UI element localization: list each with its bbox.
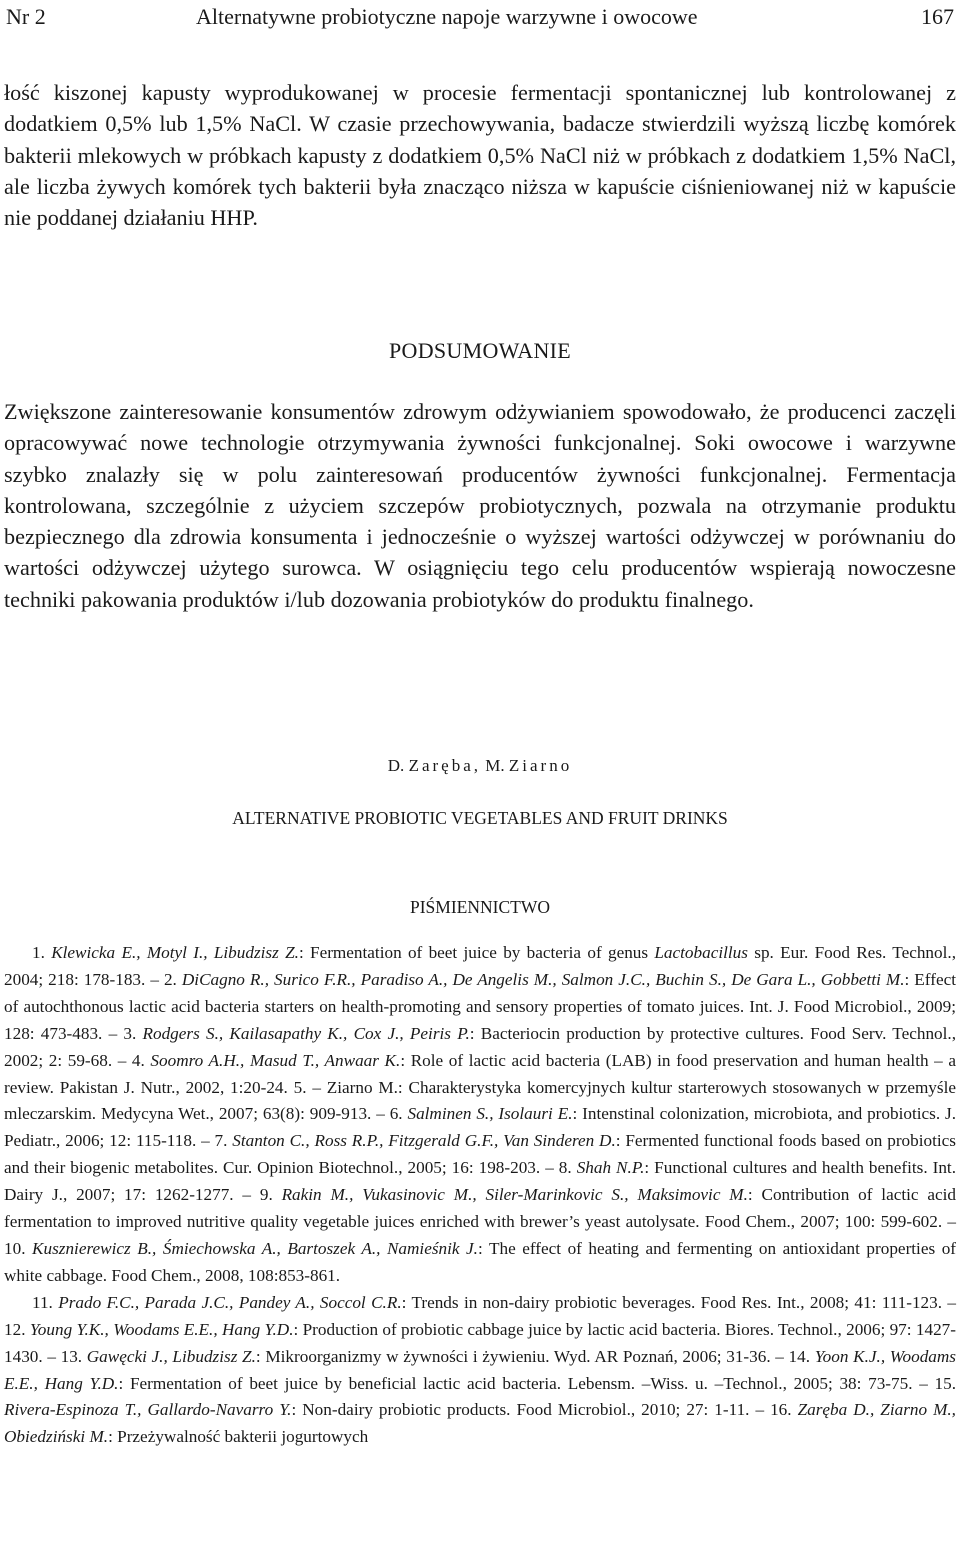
reference-authors: Rakin M., Vukasinovic M., Siler-Marinkovic S., Maksimovic M. xyxy=(281,1185,748,1205)
reference-authors: Kusznierewicz B., Śmiechowska A., Bartoszek A., Namieśnik J. xyxy=(32,1238,478,1258)
reference-paragraph xyxy=(4,1290,956,1451)
reference-authors: DiCagno R., Surico F.R., Paradiso A., De Angelis M., Salmon J.C., Buchin S., De Gara L., Gobbetti M. xyxy=(181,969,905,989)
reference-authors: Rodgers S., Kailasapathy K., Cox J., Peiris P. xyxy=(142,1023,470,1043)
reference-authors: Lactobacillus xyxy=(654,943,748,962)
reference-text: 11. xyxy=(32,1292,59,1312)
reference-authors: Yoon K.J., Woodams E.E., Hang Y.D. xyxy=(4,1346,956,1393)
reference-authors: Stanton C., Ross R.P., Fitzgerald G.F., Van Sinderen D. xyxy=(232,1131,616,1151)
reference-authors: Soomro A.H., Masud T., Anwaar K. xyxy=(150,1050,401,1070)
reference-authors: Klewicka E., Motyl I., Libudzisz Z. xyxy=(51,943,299,962)
author-surname: Zaręba, xyxy=(408,756,481,775)
reference-text: sp. Eur. Food Res. Technol., 2004; 218: 178-183. – 2. xyxy=(4,943,956,989)
reference-authors: Gawęcki J., Libudzisz Z. xyxy=(86,1346,256,1366)
running-header xyxy=(6,2,954,32)
reference-text: : Bacteriocin production by protective cultures. Food Serv. Technol., 2002; 2: 59-68. – 4. xyxy=(4,1023,957,1070)
reference-text: : Fermentation of beet juice by beneficial lactic acid bacteria. Lebensm. –Wiss. u. –Technol., 2005; 38: 73-75. – 15. xyxy=(118,1373,956,1393)
reference-text: 1. xyxy=(32,943,52,962)
running-title: Alternatywne probiotyczne napoje warzywne i owocowe xyxy=(196,4,698,29)
reference-authors: Prado F.C., Parada J.C., Pandey A., Soccol C.R. xyxy=(58,1292,402,1312)
author-surname: Ziarno xyxy=(508,756,573,775)
reference-text: : Mikroorganizmy w żywności i żywieniu. Wyd. AR Poznań, 2006; 31-36. – 14. xyxy=(255,1346,815,1366)
reference-text: : Fermentation of beet juice by bacteria of genus xyxy=(298,943,655,962)
references-heading: PIŚMIENNICTWO xyxy=(410,897,550,917)
reference-authors: Rivera-Espinoza T., Gallardo-Navarro Y. xyxy=(4,1400,292,1420)
body-paragraph-summary: Zwiększone zainteresowanie konsumentów zdrowym odżywianiem spowodowało, że producenci zaczęli opracowywać nowe technologie otrzymywania żywności funkcjonalnej. Soki owocowe i warzywne szybko znalazły się w polu zainteresowań producentów żywności funkcjonalnej. Fermentacja kontrolowana, szczególnie z użyciem szczepów probiotycznych, pozwala na otrzymanie produktu bezpiecznego dla zdrowia konsumenta i jednocześnie o wyższej wartości odżywczej w porównaniu do wartości odżywczej użytego surowca. W osiągnięciu tego celu producentów wspierają nowoczesne techniki pakowania produktów i/lub dozowania probiotyków do produktu finalnego. xyxy=(4,399,956,612)
issue-number: Nr 2 xyxy=(6,4,46,29)
reference-text: : The effect of heating and fermenting on antioxidant properties of white cabbage. Food Chem., 2008, 108:853-861. xyxy=(4,1238,957,1285)
reference-text: : Contribution of lactic acid fermentation to improved nutritive quality vegetable juices enriched with brewer’s yeast autolysate. Food Chem., 2007; 100: 599-602. – 10. xyxy=(4,1185,956,1258)
english-title: ALTERNATIVE PROBIOTIC VEGETABLES AND FRUIT DRINKS xyxy=(232,808,728,828)
reference-authors: Shah N.P. xyxy=(576,1158,645,1178)
author-line xyxy=(0,752,960,780)
reference-text: : Fermented functional foods based on probiotics and their biogenic metabolites. Cur. Opinion Biotechnol., 2005; 16: 198-203. – 8. xyxy=(4,1131,956,1178)
reference-text: : Functional cultures and health benefits. Int. Dairy J., 2007; 17: 1262-1277. – 9. xyxy=(4,1158,957,1205)
reference-text: : Trends in non-dairy probiotic beverages. Food Res. Int., 2008; 41: 111-123. – 12. xyxy=(4,1292,956,1339)
reference-text: : Intenstinal colonization, microbiota, and probiotics. J. Pediatr., 2006; 12: 115-118. – 7. xyxy=(4,1104,956,1151)
author-initial: D. xyxy=(387,756,405,775)
reference-text: : Effect of autochthonous lactic acid bacteria starters on health-promoting and sensory properties of tomato juices. Int. J. Food Microbiol., 2009; 128: 473-483. – 3. xyxy=(4,969,956,1043)
reference-text: : Production of probiotic cabbage juice by lactic acid bacteria. Biores. Technol., 2006; 97: 1427-1430. – 13. xyxy=(4,1319,956,1366)
author-initial: M. xyxy=(485,756,505,775)
body-paragraph-continuation: łość kiszonej kapusty wyprodukowanej w procesie fermentacji spontanicznej lub kontrolowanej z dodatkiem 0,5% lub 1,5% NaCl. W czasie przechowywania, badacze stwierdzili wyższą liczbę komórek bakterii mlekowych w próbkach kapusty z dodatkiem 0,5% NaCl niż w próbkach z dodatkiem 1,5% NaCl, ale liczba żywych komórek tych bakterii była znacząco niższa w kapuście ciśnieniowanej niż w kapuście nie poddanej działaniu HHP. xyxy=(4,80,956,231)
reference-authors: Young Y.K., Woodams E.E., Hang Y.D. xyxy=(29,1319,294,1339)
reference-text: : Role of lactic acid bacteria (LAB) in food preservation and human health – a review. Pakistan J. Nutr., 2002, 1:20-24. 5. – Ziarno M.: Charakterystyka komercyjnych kultur starterowych stosowanych w przemyśle mleczarskim. Medycyna Wet., 2007; 63(8): 909-913. – 6. xyxy=(4,1050,957,1124)
section-heading-summary: PODSUMOWANIE xyxy=(388,338,572,363)
reference-text: : Przeżywalność bakterii jogurtowych xyxy=(108,1427,369,1447)
page-number: 167 xyxy=(921,4,954,29)
reference-paragraph xyxy=(4,940,956,1290)
reference-authors: Zaręba D., Ziarno M., Obiedziński M. xyxy=(4,1400,956,1447)
reference-text: : Non-dairy probiotic products. Food Microbiol., 2010; 27: 1-11. – 16. xyxy=(291,1400,798,1420)
reference-list xyxy=(4,940,956,1451)
reference-authors: Salminen S., Isolauri E. xyxy=(407,1104,573,1124)
